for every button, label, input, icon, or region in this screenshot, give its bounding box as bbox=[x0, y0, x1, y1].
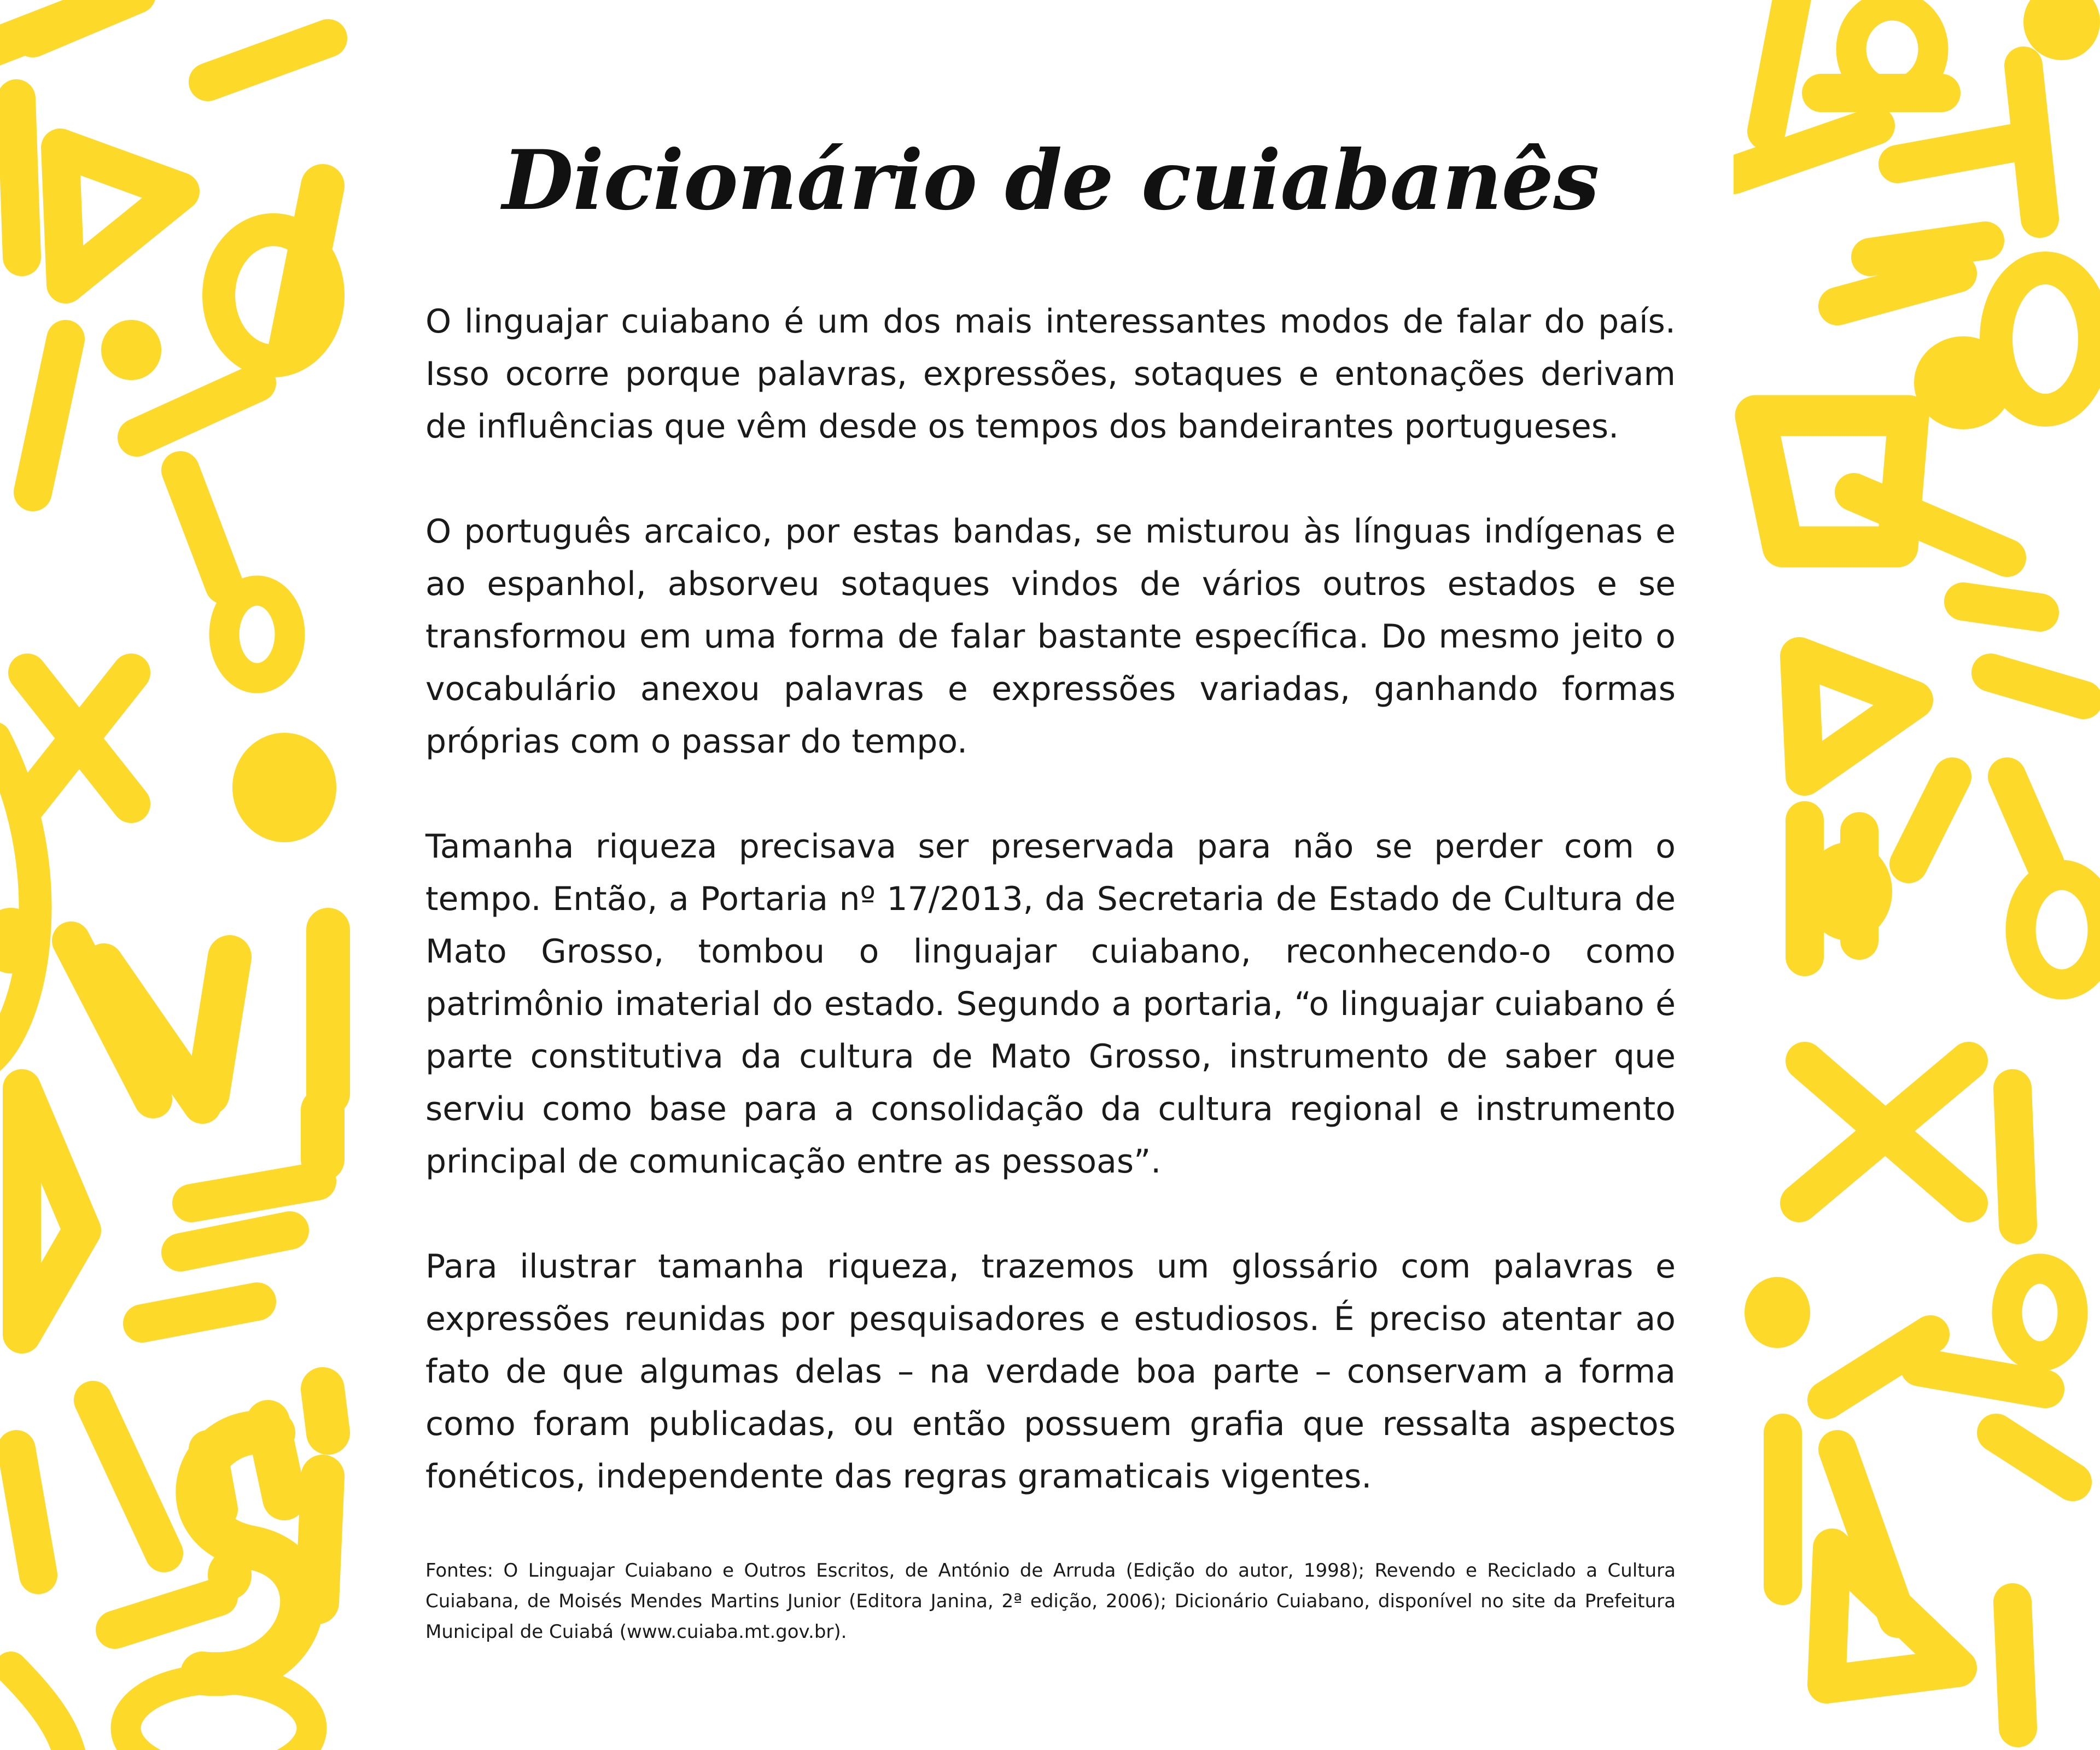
sources-note: Fontes: O Linguajar Cuiabano e Outros Escritos, de António de Arruda (Edição do autor, 1998); Revendo e Reciclado a Cultura Cuiabana, de Moisés Mendes Martins Junior (Editora Janina, 2ª edição, 2006); Dicionário Cuiabano, disponível no site da Prefeitura Municipal de Cuiabá (www.cuiaba.mt.gov.br). bbox=[425, 1560, 1676, 1643]
paragraph-heritage: Tamanha riqueza precisava ser preservada para não se perder com o tempo. Então, a Portaria nº 17/2013, da Secretaria de Estado de Cultura de Mato Grosso, tombou o linguajar cuiabano, reconhecendo-o como patrimônio imaterial do estado. Segundo a portaria, “o linguajar cuiabano é parte constitutiva da cultura de Mato Grosso, instrumento de saber que serviu como base para a consolidação da cultura regional e instrumento principal de comunicação entre as pessoas”. bbox=[425, 827, 1676, 1181]
paragraph-history: O português arcaico, por estas bandas, se misturou às línguas indígenas e ao espanhol, absorveu sotaques vindos de vários outros estados e se transformou em uma forma de falar bastante específica. Do mesmo jeito o vocabulário anexou palavras e expressões variadas, ganhando formas próprias com o passar do tempo. bbox=[425, 512, 1676, 761]
paragraph-intro: O linguajar cuiabano é um dos mais interessantes modos de falar do país. Isso ocorre porque palavras, expressões, sotaques e entonações derivam de influências que vêm desde os tempos dos bandeirantes portugueses. bbox=[425, 302, 1676, 446]
decorative-brush-pattern-right bbox=[1734, 0, 2100, 1750]
article bbox=[425, 126, 1676, 1666]
page-title: Dicionário de cuiabanês bbox=[502, 132, 1599, 229]
paragraph-glossary: Para ilustrar tamanha riqueza, trazemos um glossário com palavras e expressões reunidas por pesquisadores e estudiosos. É preciso atentar ao fato de que algumas delas – na verdade boa parte – conservam a forma como foram publicadas, ou então possuem grafia que ressalta aspectos fonéticos, independente das regras gramaticais vigentes. bbox=[425, 1247, 1676, 1496]
decorative-brush-pattern-left bbox=[0, 0, 372, 1750]
